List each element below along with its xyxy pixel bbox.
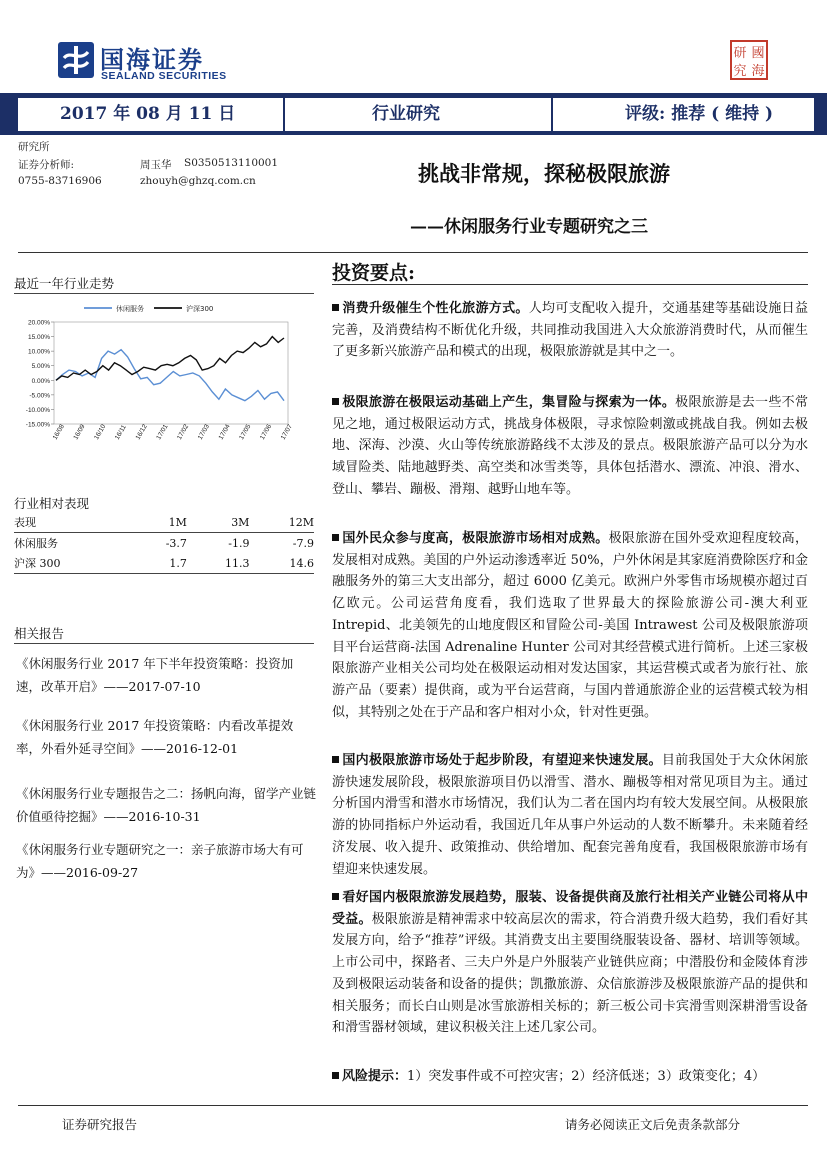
divider — [332, 284, 808, 285]
bullet-icon — [332, 304, 339, 311]
x-tick-label: 17/05 — [238, 423, 253, 441]
x-tick-label: 17/06 — [258, 423, 274, 441]
related-reports-title: 相关报告 — [14, 626, 65, 641]
bullet-icon — [332, 756, 339, 763]
logo-mark-icon — [58, 42, 94, 78]
y-tick-label: 5.00% — [31, 363, 50, 371]
svg-text:研: 研 — [733, 46, 747, 61]
risk-paragraph: 风险提示：1）突发事件或不可控灾害；2）经济低迷；3）政策变化；4） — [332, 1066, 808, 1088]
divider — [14, 293, 314, 294]
y-tick-label: -5.00% — [29, 392, 50, 400]
bullet-icon — [332, 1072, 339, 1079]
y-tick-label: 15.00% — [27, 334, 50, 342]
report-category: 行业研究 — [372, 104, 440, 124]
footer-disclaimer: 请务必阅读正文后免责条款部分 — [565, 1117, 741, 1132]
report-title: 挑战非常规，探秘极限旅游 — [418, 161, 670, 186]
brand-name-en: SEALAND SECURITIES — [101, 70, 227, 82]
bullet-icon — [332, 534, 339, 541]
x-tick-label: 16/12 — [134, 423, 149, 441]
legend-label: 沪深300 — [186, 305, 214, 313]
chart-section-title: 最近一年行业走势 — [14, 276, 115, 291]
x-tick-label: 17/02 — [176, 423, 191, 441]
key-point-paragraph: 看好国内极限旅游发展趋势，服装、设备提供商及旅行社相关产业链公司将从中受益。极限旅游是精神需求中较高层次的需求，符合消费升级大趋势，我们看好其发展方向，给予“推荐”评级。其消费支出主要围绕服装设备、器材、培训等领域。上市公司中，探路者、三夫户外是户外服装产业链供应商；中潜股份和金陵体育涉及到极限运动装备和设备的提供；凯撒旅游、众信旅游涉及极限旅游产品的提供和相关服务；而长白山则是冰雪旅游相关标的；新三板公司卡宾滑雪则深耕滑雪设备和滑雪器材领域，建议积极关注上述几家公司。 — [332, 890, 808, 1036]
divider — [18, 252, 808, 253]
y-tick-label: -10.00% — [25, 406, 50, 414]
x-tick-label: 17/03 — [196, 423, 211, 441]
report-date: 2017 年 08 月 11 日 — [60, 104, 236, 124]
x-tick-label: 16/09 — [72, 423, 87, 441]
y-tick-label: -15.00% — [25, 421, 50, 429]
industry-trend-chart — [14, 296, 314, 486]
related-report-link[interactable]: 《休闲服务行业 2017 年下半年投资策略：投资加速，改革开启》——2017-07-10 — [16, 656, 294, 694]
svg-text:究: 究 — [733, 64, 747, 79]
x-tick-label: 17/04 — [217, 423, 232, 441]
report-subtitle: ——休闲服务行业专题研究之三 — [410, 217, 648, 237]
report-rating: 评级: 推荐 ( 维持 ) — [625, 104, 774, 124]
relative-performance-table — [14, 512, 314, 574]
legend-label: 休闲服务 — [116, 305, 144, 313]
table-row: 休闲服务 -3.7 -1.9 -7.9 — [14, 536, 314, 550]
footer-label: 证券研究报告 — [62, 1117, 138, 1132]
related-report-link[interactable]: 《休闲服务行业 2017 年投资策略：内看改革提效率，外看外延寻空间》——2016-12-01 — [16, 718, 294, 756]
svg-text:國: 國 — [751, 46, 765, 61]
key-points-title: 投资要点: — [332, 262, 416, 284]
key-point-paragraph: 国内极限旅游市场处于起步阶段，有望迎来快速发展。目前我国处于大众休闲旅游快速发展阶段，极限旅游项目仍以滑雪、潜水、蹦极等相对常见项目为主。通过分析国内滑雪和潜水市场情况，我们认为二者在国内均有较大发展空间。从极限旅游的协同指标户外运动看，我国近几年从事户外运动的人数不断攀升。未来随着经济发展、收入提升、政策推动、供给增加、配套完善角度看，我国极限旅游市场有望迎来快速发展。 — [332, 753, 808, 877]
table-row: 沪深 300 1.7 11.3 14.6 — [14, 553, 314, 574]
divider — [18, 1105, 808, 1106]
x-tick-label: 17/07 — [279, 423, 294, 441]
research-dept: 研究所 — [18, 141, 50, 153]
related-report-link[interactable]: 《休闲服务行业专题研究之一：亲子旅游市场大有可为》——2016-09-27 — [16, 842, 304, 880]
x-tick-label: 16/11 — [113, 423, 128, 441]
brand-name-cn: 国海证券 — [100, 46, 204, 74]
relative-performance-title: 行业相对表现 — [14, 496, 90, 511]
y-tick-label: 0.00% — [31, 377, 50, 385]
analyst-role: 证券分析师: — [18, 159, 75, 171]
analyst-name: 周玉华 — [140, 159, 172, 171]
analyst-phone: 0755-83716906 — [18, 175, 102, 187]
series-line — [56, 350, 284, 401]
bullet-icon — [332, 893, 339, 900]
y-tick-label: 20.00% — [27, 319, 50, 327]
analyst-email: zhouyh@ghzq.com.cn — [140, 175, 256, 187]
table-header: 表现 — [14, 512, 133, 533]
key-point-paragraph: 国外民众参与度高，极限旅游市场相对成熟。极限旅游在国外受欢迎程度较高，发展相对成熟。美国的户外运动渗透率近 50%，户外休闲是其家庭消费除医疗和金融服务外的第三大支出部分，超过 6000 亿美元。欧洲户外零售市场规模亦超过百亿欧元。公司运营角度看，我们选取了世界最大的探险旅游公司-澳大利亚 Intrepid、北美领先的山地度假区和冒险公司-美国 Intrawest 公司及极限旅游项目平台运营商-法国 Adrenaline Hunter 公司对其经营模式进行简析。上述三家极限旅游产业相关公司均处在极限运动相对发达国家，其运营模式或者为旅行社、旅游产品（要素）提供商，或为平台运营商，与国内普通旅游企业的运营模式较为相似，其特别之处在于产品和客户相对小众，针对性更强。 — [332, 531, 808, 720]
x-tick-label: 17/01 — [155, 423, 170, 441]
table-header: 1M — [133, 512, 187, 533]
research-seal-icon — [730, 40, 768, 80]
key-point-paragraph: 消费升级催生个性化旅游方式。人均可支配收入提升，交通基建等基础设施日益完善，及消费结构不断优化升级，共同推动我国进入大众旅游消费时代，从而催生了更多新兴旅游产品和模式的出现，极限旅游就是其中之一。 — [332, 301, 808, 360]
x-tick-label: 16/08 — [51, 423, 66, 441]
key-point-paragraph: 极限旅游在极限运动基础上产生，集冒险与探索为一体。极限旅游是去一些不常见之地，通过极限运动方式，挑战身体极限，寻求惊险刺激或挑战自我。例如去极地、深海、沙漠、火山等传统旅游路线不太涉及的景点。极限旅游产品可以分为水域冒险类、陆地越野类、高空类和冰雪类等，具体包括潜水、漂流、冲浪、滑水、登山、攀岩、蹦极、滑翔、越野山地车等。 — [332, 395, 808, 497]
y-tick-label: 10.00% — [27, 348, 50, 356]
table-header: 12M — [249, 512, 314, 533]
divider — [14, 643, 314, 644]
x-tick-label: 16/10 — [93, 423, 108, 441]
analyst-cert: S0350513110001 — [184, 157, 279, 169]
related-report-link[interactable]: 《休闲服务行业专题报告之二：扬帆向海，留学产业链价值亟待挖掘》——2016-10-31 — [16, 786, 317, 824]
table-header: 3M — [187, 512, 250, 533]
bullet-icon — [332, 398, 339, 405]
svg-text:海: 海 — [751, 64, 765, 79]
